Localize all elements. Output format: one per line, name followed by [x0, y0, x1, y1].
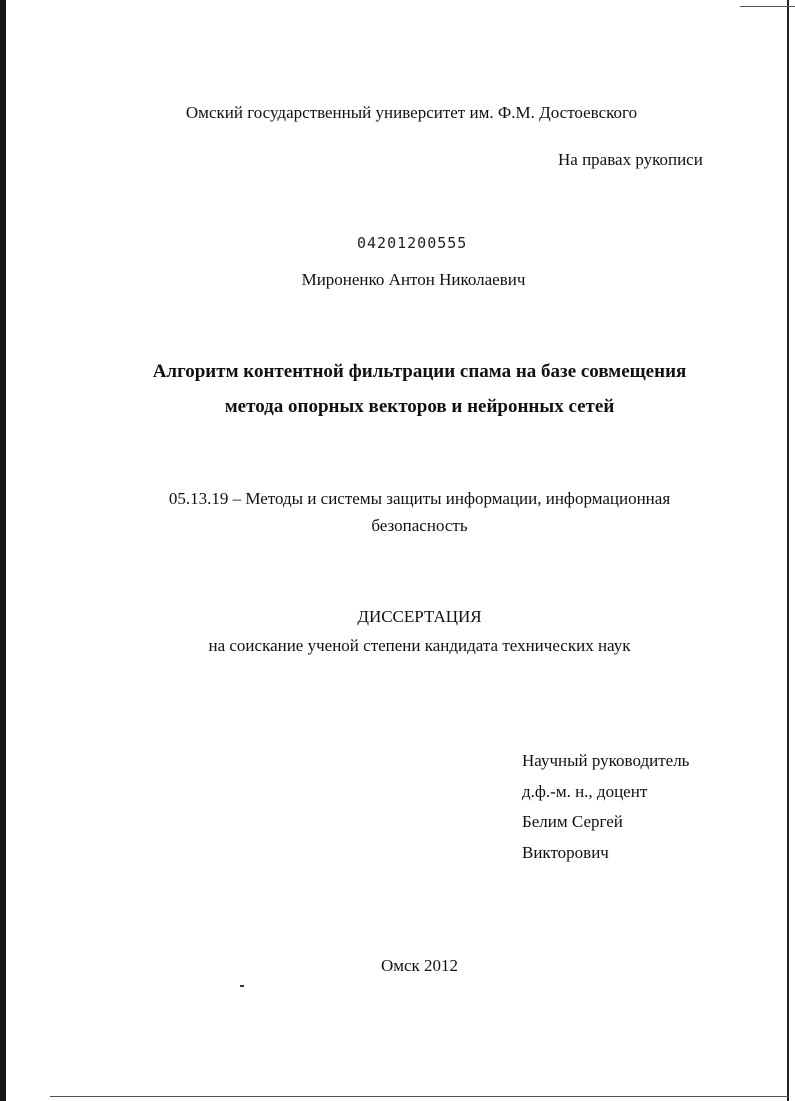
- dissertation-title-line-2: метода опорных векторов и нейронных сетей: [224, 396, 615, 417]
- document-number: 04201200555: [357, 234, 468, 252]
- scan-mark-top-right: [740, 6, 795, 7]
- supervisor-name-line-1: Белим Сергей: [522, 812, 623, 831]
- scan-border-bottom: [50, 1096, 788, 1097]
- university-name: Омский государственный университет им. Ф.М. Достоевского: [185, 103, 638, 122]
- scan-speck: [240, 985, 244, 987]
- manuscript-rights-note: На правах рукописи: [558, 150, 703, 169]
- degree-statement: на соискание ученой степени кандидата технических наук: [208, 636, 631, 655]
- supervisor-credentials: д.ф.-м. н., доцент: [522, 782, 648, 801]
- supervisor-role: Научный руководитель: [522, 751, 690, 770]
- city-year: Омск 2012: [380, 956, 459, 975]
- document-type: ДИССЕРТАЦИЯ: [357, 607, 482, 626]
- specialty-line-2: безопасность: [371, 516, 468, 535]
- dissertation-title-line-1: Алгоритм контентной фильтрации спама на базе совмещения: [152, 361, 687, 382]
- supervisor-name-line-2: Викторович: [522, 843, 609, 862]
- scan-border-left: [0, 0, 6, 1101]
- author-name: Мироненко Антон Николаевич: [301, 270, 526, 289]
- scan-border-right: [787, 0, 789, 1101]
- specialty-line-1: 05.13.19 – Методы и системы защиты информации, информационная: [168, 489, 671, 508]
